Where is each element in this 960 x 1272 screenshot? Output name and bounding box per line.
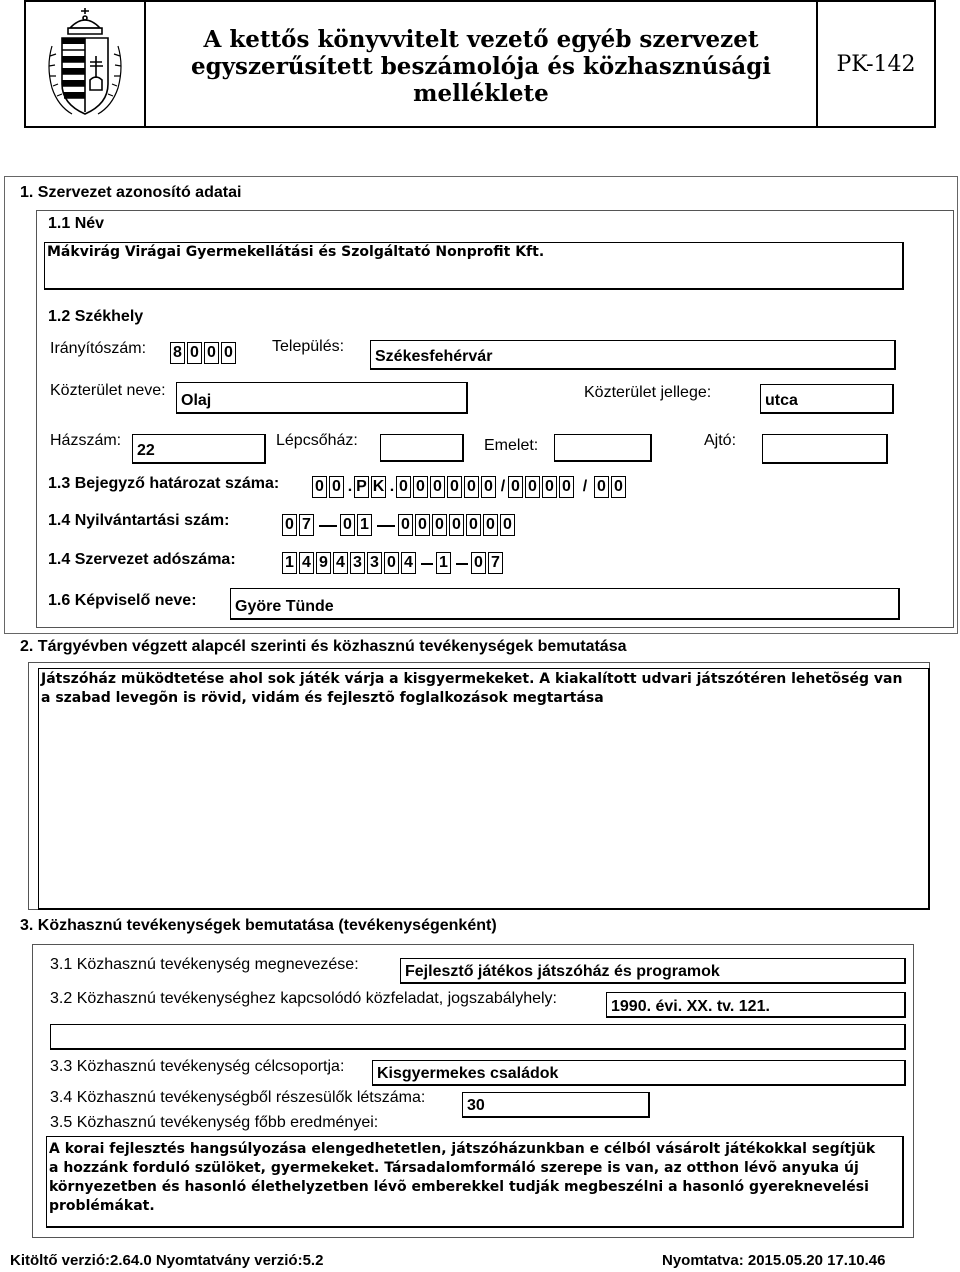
results-line-2: a hozzánk forduló szülöket, gyermekeket. Társadalomformáló szerepe is van, az otthon lévõ anyuka új <box>49 1160 859 1176</box>
registry-decision-char: 0 <box>396 476 411 498</box>
street-type-value: utca <box>765 392 798 409</box>
tax-number-dash <box>421 563 433 565</box>
house-field[interactable] <box>132 434 266 464</box>
registry-number-dash <box>377 525 395 527</box>
public-task-field-2[interactable] <box>50 1024 906 1050</box>
seat-label: 1.2 Székhely <box>48 308 144 325</box>
house-label: Házszám: <box>50 432 122 449</box>
registry-number-digit: 0 <box>432 514 447 536</box>
floor-field[interactable] <box>554 434 652 462</box>
registry-number-label: 1.4 Nyilvántartási szám: <box>48 512 230 529</box>
representative-field[interactable] <box>230 588 900 620</box>
activities-line-1: Játszóház müködtetése ahol sok játék várja a kisgyermekeket. A kiakalított udvari játszótéren lehetõség van <box>41 671 903 687</box>
beneficiaries-label: 3.4 Közhasznú tevékenységből részesülők létszáma: <box>50 1089 426 1106</box>
activities-line-2: a szabad levegõn is rövid, vidám és fejlesztõ foglalkozások megtartása <box>41 690 604 706</box>
form-title-line1: A kettős könyvvitelt vezető egyéb szervezet <box>203 26 759 53</box>
zip-label: Irányítószám: <box>50 340 147 357</box>
public-task-label: 3.2 Közhasznú tevékenységhez kapcsolódó közfeladat, jogszabályhely: <box>50 990 557 1007</box>
registry-number-digit: 0 <box>466 514 481 536</box>
registry-number-digit: 0 <box>340 514 355 536</box>
zip-digit: 0 <box>221 342 236 364</box>
registry-number-digit: 0 <box>282 514 297 536</box>
tax-number-digit: 1 <box>282 552 297 574</box>
target-group-label: 3.3 Közhasznú tevékenység célcsoportja: <box>50 1058 345 1075</box>
form-code: PK-142 <box>836 52 916 77</box>
registry-number-digit: 0 <box>449 514 464 536</box>
registry-decision-field[interactable] <box>312 476 628 498</box>
registry-number-dash <box>319 525 337 527</box>
tax-number-digit: 1 <box>436 552 451 574</box>
tax-number-digit: 3 <box>350 552 365 574</box>
zip-field[interactable] <box>170 342 238 364</box>
house-value: 22 <box>137 442 155 459</box>
stair-label: Lépcsőház: <box>276 432 358 449</box>
street-value: Olaj <box>181 392 212 409</box>
registry-decision-char: K <box>371 476 386 498</box>
registry-decision-sep: . <box>389 478 395 495</box>
floor-label: Emelet: <box>484 437 539 454</box>
stair-field[interactable] <box>380 434 464 462</box>
registry-number-digit: 0 <box>500 514 515 536</box>
city-value: Székesfehérvár <box>375 348 493 365</box>
form-title-line2: egyszerűsített beszámolója és közhasznúsági melléklete <box>190 53 772 107</box>
tax-number-digit: 0 <box>384 552 399 574</box>
representative-label: 1.6 Képviselő neve: <box>48 592 197 609</box>
tax-number-digit: 4 <box>333 552 348 574</box>
door-label: Ajtó: <box>704 432 737 449</box>
registry-number-digit: 0 <box>415 514 430 536</box>
name-value: Mákvirág Virágai Gyermekellátási és Szolgáltató Nonprofit Kft. <box>47 244 545 260</box>
representative-value: Györe Tünde <box>235 598 334 615</box>
results-line-3: környezetben és hasonló élethelyzetben lévõ emberekkel tudják megbeszélni a hasonló gyereknevelési <box>49 1179 869 1195</box>
registry-decision-sep: / <box>582 478 588 495</box>
city-field[interactable] <box>370 340 896 370</box>
registry-decision-char: 0 <box>611 476 626 498</box>
registry-decision-char: 0 <box>312 476 327 498</box>
registry-number-digit: 0 <box>483 514 498 536</box>
street-field[interactable] <box>176 382 468 414</box>
name-field[interactable] <box>44 242 904 290</box>
results-line-4: problémákat. <box>49 1198 155 1214</box>
activity-name-value: Fejlesztő játékos játszóház és programok <box>405 963 720 980</box>
zip-digit: 8 <box>170 342 185 364</box>
section-2-title: 2. Tárgyévben végzett alapcél szerinti és közhasznú tevékenységek bemutatása <box>20 638 627 655</box>
beneficiaries-value: 30 <box>467 1097 485 1114</box>
activities-textarea[interactable] <box>38 668 930 910</box>
tax-number-dash <box>456 563 468 565</box>
registry-decision-char: 0 <box>508 476 523 498</box>
city-label: Település: <box>272 338 345 355</box>
results-textarea[interactable] <box>46 1136 904 1228</box>
results-line-1: A korai fejlesztés hangsúlyozása elengedhetetlen, játszóházunkban e célból vásárolt játékokkal segítjük <box>49 1141 876 1157</box>
registry-decision-char: 0 <box>447 476 462 498</box>
door-field[interactable] <box>762 434 888 464</box>
tax-number-field[interactable] <box>282 552 505 574</box>
registry-decision-char: 0 <box>559 476 574 498</box>
registry-number-digit: 1 <box>357 514 372 536</box>
tax-number-digit: 9 <box>316 552 331 574</box>
target-group-field[interactable] <box>372 1060 906 1086</box>
registry-decision-char: 0 <box>413 476 428 498</box>
registry-decision-char: 0 <box>481 476 496 498</box>
footer-printed: Nyomtatva: 2015.05.20 17.10.46 <box>662 1252 886 1269</box>
target-group-value: Kisgyermekes családok <box>377 1065 559 1082</box>
registry-decision-char: 0 <box>542 476 557 498</box>
tax-number-label: 1.4 Szervezet adószáma: <box>48 551 236 568</box>
name-label: 1.1 Név <box>48 215 105 232</box>
registry-decision-char: 0 <box>464 476 479 498</box>
registry-decision-label: 1.3 Bejegyző határozat száma: <box>48 475 280 492</box>
tax-number-digit: 0 <box>471 552 486 574</box>
registry-number-digit: 7 <box>299 514 314 536</box>
registry-number-field[interactable] <box>282 514 517 536</box>
section-1-title: 1. Szervezet azonosító adatai <box>20 184 242 201</box>
coat-of-arms-icon <box>40 6 130 122</box>
activity-name-field[interactable] <box>400 958 906 984</box>
registry-decision-char: 0 <box>594 476 609 498</box>
tax-number-digit: 4 <box>401 552 416 574</box>
form-title <box>146 26 816 107</box>
registry-number-digit: 0 <box>398 514 413 536</box>
section-3-title: 3. Közhasznú tevékenységek bemutatása (tevékenységenként) <box>20 917 497 934</box>
street-type-field[interactable] <box>760 384 894 414</box>
activity-name-label: 3.1 Közhasznú tevékenység megnevezése: <box>50 956 359 973</box>
results-label: 3.5 Közhasznú tevékenység főbb eredményei: <box>50 1114 379 1131</box>
tax-number-digit: 7 <box>488 552 503 574</box>
public-task-field[interactable] <box>606 992 906 1018</box>
registry-decision-char: 0 <box>525 476 540 498</box>
public-task-value: 1990. évi. XX. tv. 121. <box>611 998 770 1015</box>
registry-decision-sep: . <box>347 478 353 495</box>
registry-decision-char: 0 <box>329 476 344 498</box>
street-type-label: Közterület jellege: <box>584 384 712 401</box>
beneficiaries-field[interactable] <box>462 1092 650 1118</box>
footer-version: Kitöltő verzió:2.64.0 Nyomtatvány verzió:5.2 <box>10 1252 324 1269</box>
street-label: Közterület neve: <box>50 382 166 399</box>
zip-digit: 0 <box>204 342 219 364</box>
zip-digit: 0 <box>187 342 202 364</box>
registry-decision-char: 0 <box>430 476 445 498</box>
tax-number-digit: 4 <box>299 552 314 574</box>
registry-decision-sep: / <box>500 478 506 495</box>
logo-box <box>24 0 146 128</box>
registry-decision-char: P <box>354 476 369 498</box>
tax-number-digit: 3 <box>367 552 382 574</box>
